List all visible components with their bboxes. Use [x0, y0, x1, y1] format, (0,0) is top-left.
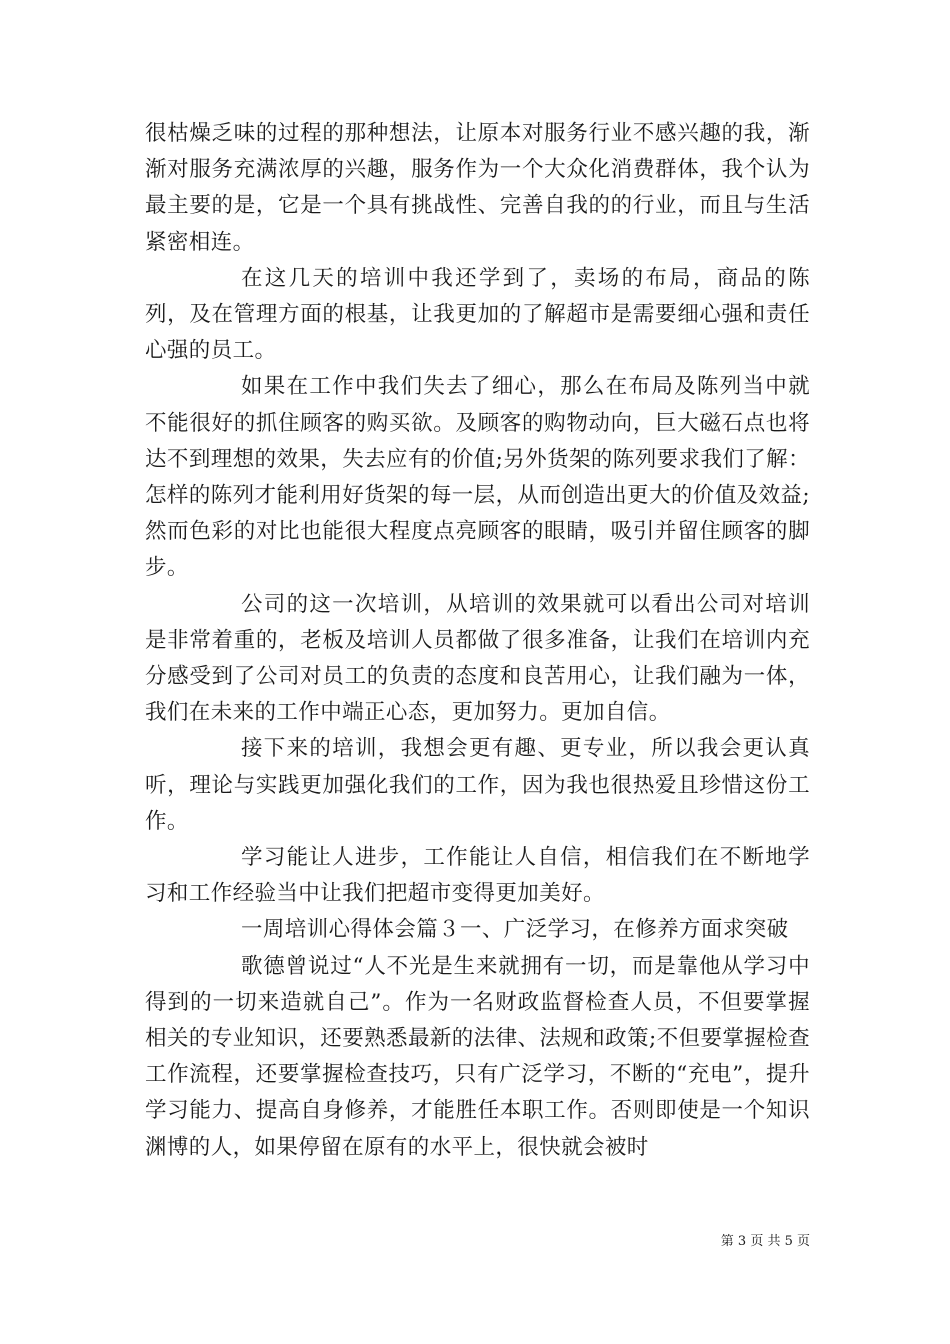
- paragraph-8: 歌德曾说过“人不光是生来就拥有一切，而是靠他从学习中得到的一切来造就自己”。作为一名财政监督检查人员，不但要掌握相关的专业知识，还要熟悉最新的法律、法规和政策;不但要掌握检查工作流程，还要掌握检查技巧，只有广泛学习，不断的“充电”，提升学习能力、提高自身修养，才能胜任本职工作。否则即使是一个知识渊博的人，如果停留在原有的水平上，很快就会被时: [145, 953, 810, 1160]
- section-heading: 一周培训心得体会篇３一、广泛学习，在修养方面求突破: [241, 917, 789, 943]
- paragraph-2: 在这几天的培训中我还学到了，卖场的布局，商品的陈列，及在管理方面的根基，让我更加的了解超市是需要细心强和责任心强的员工。: [145, 265, 810, 364]
- paragraph-1: 很枯燥乏味的过程的那种想法，让原本对服务行业不感兴趣的我，渐渐对服务充满浓厚的兴趣，服务作为一个大众化消费群体，我个认为最主要的是，它是一个具有挑战性、完善自我的的行业，而且与生活紧密相连。: [145, 121, 810, 255]
- document-body: [145, 116, 810, 1166]
- page-number: 第 3 页 共 5 页: [720, 1234, 810, 1249]
- paragraph-4: 公司的这一次培训，从培训的效果就可以看出公司对培训是非常着重的，老板及培训人员都做了很多准备，让我们在培训内充分感受到了公司对员工的负责的态度和良苦用心，让我们融为一体，我们在未来的工作中端正心态，更加努力。更加自信。: [145, 591, 810, 726]
- paragraph-6: 学习能让人进步，工作能让人自信，相信我们在不断地学习和工作经验当中让我们把超市变得更加美好。: [145, 845, 810, 907]
- paragraph-5: 接下来的培训，我想会更有趣、更专业，所以我会更认真听，理论与实践更加强化我们的工作，因为我也很热爱且珍惜这份工作。: [145, 736, 810, 834]
- paragraph-3: 如果在工作中我们失去了细心，那么在布局及陈列当中就不能很好的抓住顾客的购买欲。及顾客的购物动向，巨大磁石点也将达不到理想的效果，失去应有的价值;另外货架的陈列要求我们了解：怎样的陈列才能利用好货架的每一层，从而创造出更大的价值及效益;然而色彩的对比也能很大程度点亮顾客的眼睛，吸引并留住顾客的脚步。: [145, 374, 810, 581]
